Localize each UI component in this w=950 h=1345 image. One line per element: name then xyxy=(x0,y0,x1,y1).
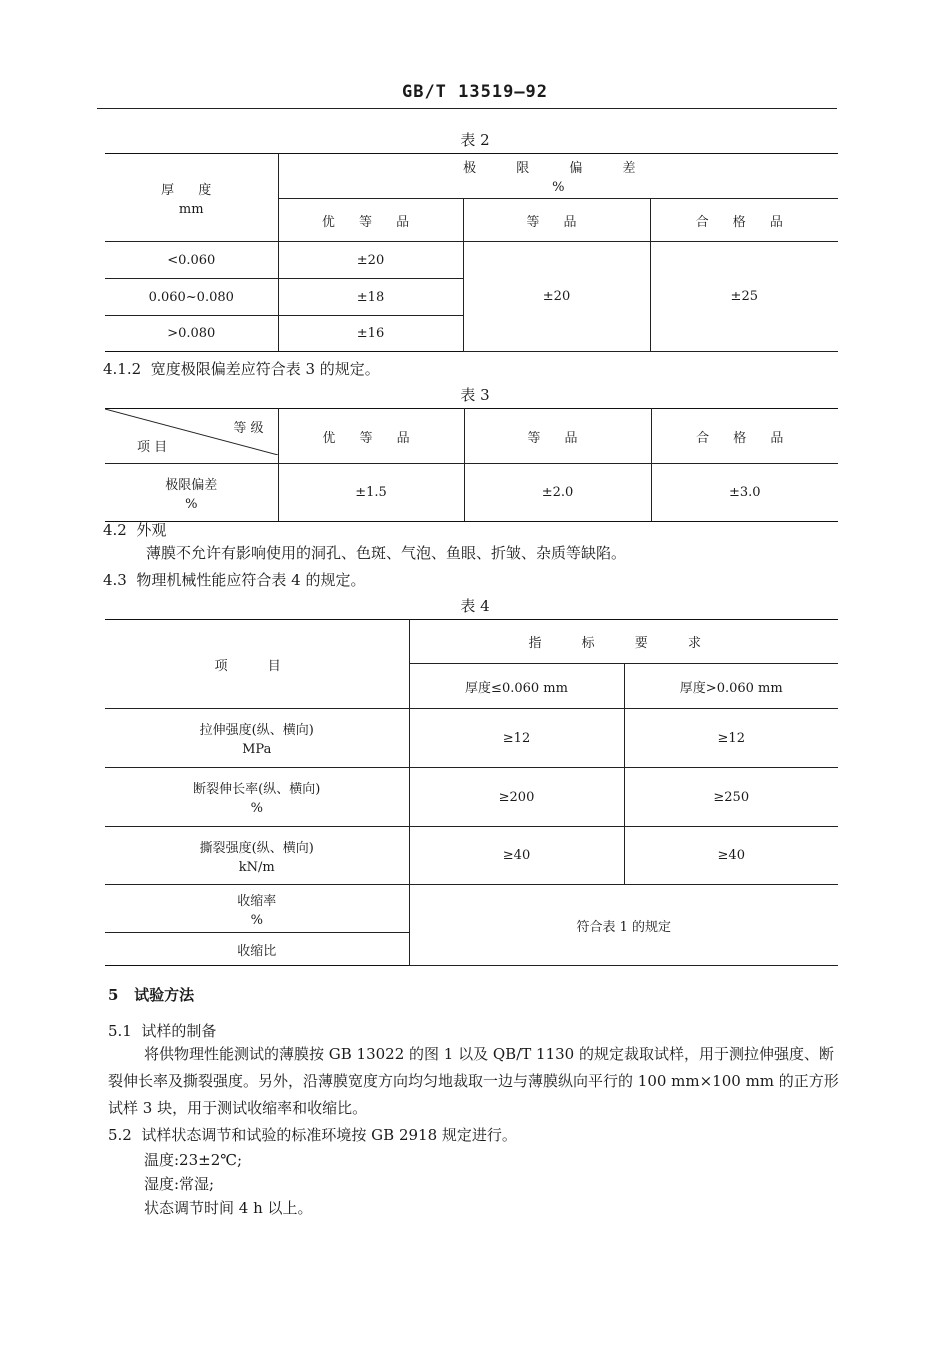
section-5-1 xyxy=(108,1020,216,1041)
table3-grade-2: 等 品 xyxy=(464,409,651,464)
table4-sub-2: 厚度>0.060 mm xyxy=(624,664,838,709)
table3-v1: ±1.5 xyxy=(278,464,464,522)
section-4-2 xyxy=(103,519,166,540)
section-5-2-temp: 温度:23±2℃; xyxy=(144,1151,243,1169)
standard-code-header: GB/T 13519—92 xyxy=(401,82,549,102)
table2-grade-3: 合 格 品 xyxy=(650,199,838,242)
section-5-title: 试验方法 xyxy=(134,986,195,1004)
table4-v1: ≥40 xyxy=(409,827,624,885)
table4-row-unit: kN/m xyxy=(238,859,275,875)
table4-v2: ≥250 xyxy=(624,768,838,827)
table4-item-header: 项 目 xyxy=(105,620,409,709)
table2-deviation-label: 极 限 偏 差 xyxy=(463,161,654,176)
table2-g1-cell: ±20 xyxy=(278,242,463,279)
table4-shrink-ratio: 收缩比 xyxy=(105,933,409,966)
table3-row-label-cell xyxy=(105,464,278,522)
table2-g3-merged: ±25 xyxy=(650,242,838,352)
section-4-2-title: 外观 xyxy=(136,521,167,539)
table2-thickness-cell: <0.060 xyxy=(105,242,278,279)
table2-g1-cell: ±16 xyxy=(278,316,463,352)
table4-v2: ≥40 xyxy=(624,827,838,885)
section-5-heading xyxy=(108,984,194,1005)
table2-thickness-unit: mm xyxy=(178,201,204,217)
section-4-1-2 xyxy=(103,358,380,379)
table2-g1-cell: ±18 xyxy=(278,279,463,316)
section-5-2-number: 5.2 xyxy=(108,1126,132,1144)
table2 xyxy=(105,153,838,352)
table4-row-label-cell xyxy=(105,827,409,885)
table4-row-label-cell xyxy=(105,768,409,827)
table2-g2-merged: ±20 xyxy=(463,242,650,352)
table3-grade-3: 合 格 品 xyxy=(651,409,838,464)
table2-thickness-cell: 0.060~0.080 xyxy=(105,279,278,316)
table4-caption: 表 4 xyxy=(460,597,490,615)
table3-grade-1: 优 等 品 xyxy=(278,409,464,464)
table3-corner-grade: 等 级 xyxy=(233,421,264,436)
table4-row-unit: % xyxy=(250,801,263,816)
table4-v1: ≥200 xyxy=(409,768,624,827)
table4-row-label: 断裂伸长率(纵、横向) xyxy=(193,782,321,797)
table3 xyxy=(105,408,838,522)
table2-grade-2: 等 品 xyxy=(463,199,650,242)
table3-corner-item: 项 目 xyxy=(137,440,168,455)
table2-deviation-unit: % xyxy=(552,180,565,195)
table2-thickness-cell: >0.080 xyxy=(105,316,278,352)
section-4-2-number: 4.2 xyxy=(103,521,127,539)
section-4-3 xyxy=(103,569,366,590)
table4-shrink-rate-cell xyxy=(105,885,409,933)
table3-row-unit: % xyxy=(185,496,198,512)
table4-req-header: 指 标 要 求 xyxy=(409,620,838,664)
table2-caption: 表 2 xyxy=(460,131,490,149)
section-4-3-text: 物理机械性能应符合表 4 的规定。 xyxy=(136,571,366,589)
table4-sub-1: 厚度≤0.060 mm xyxy=(409,664,624,709)
section-4-2-body: 薄膜不允许有影响使用的洞孔、色斑、气泡、鱼眼、折皱、杂质等缺陷。 xyxy=(146,544,627,562)
table4-row-label: 撕裂强度(纵、横向) xyxy=(199,840,314,856)
section-4-1-2-number: 4.1.2 xyxy=(103,360,142,378)
table4-row-unit: MPa xyxy=(242,742,272,757)
section-5-2-time: 状态调节时间 4 h 以上。 xyxy=(144,1199,313,1217)
section-4-1-2-text: 宽度极限偏差应符合表 3 的规定。 xyxy=(150,360,380,378)
table4-shrink-value: 符合表 1 的规定 xyxy=(409,885,838,966)
table3-v2: ±2.0 xyxy=(464,464,651,522)
section-5-2-humidity: 湿度:常湿; xyxy=(144,1175,215,1193)
section-5-1-body: 将供物理性能测试的薄膜按 GB 13022 的图 1 以及 QB/T 1130 的规定裁取试样，用于测拉伸强度、断裂伸长率及撕裂强度。另外，沿薄膜宽度方向均匀地裁取一边与薄膜纵向平行的 100 mm×100 mm 的正方形试样 3 块，用于测试收缩率和收缩比。 xyxy=(108,1045,839,1117)
section-5-2 xyxy=(108,1124,517,1145)
table4-shrink-rate: 收缩率 xyxy=(237,893,277,909)
section-5-1-number: 5.1 xyxy=(108,1022,132,1040)
table4-row-label-cell xyxy=(105,709,409,768)
table2-thickness-header xyxy=(105,154,278,242)
table4-v2: ≥12 xyxy=(624,709,838,768)
table4-v1: ≥12 xyxy=(409,709,624,768)
table4 xyxy=(105,619,838,966)
table3-caption: 表 3 xyxy=(460,386,490,404)
table2-grade-1: 优 等 品 xyxy=(278,199,463,242)
section-5-2-title: 试样状态调节和试验的标准环境按 GB 2918 规定进行。 xyxy=(141,1126,517,1144)
table3-v3: ±3.0 xyxy=(651,464,838,522)
section-4-3-number: 4.3 xyxy=(103,571,127,589)
table3-row-label: 极限偏差 xyxy=(165,477,218,493)
table4-shrink-rate-unit: % xyxy=(250,912,263,928)
table2-thickness-label: 厚 度 xyxy=(161,182,222,198)
table4-row-label: 拉伸强度(纵、横向) xyxy=(199,723,314,738)
header-rule xyxy=(97,108,837,109)
section-5-number: 5 xyxy=(108,986,119,1004)
table2-deviation-header xyxy=(278,154,838,199)
section-5-1-title: 试样的制备 xyxy=(141,1022,217,1040)
table3-corner-cell xyxy=(105,409,278,464)
